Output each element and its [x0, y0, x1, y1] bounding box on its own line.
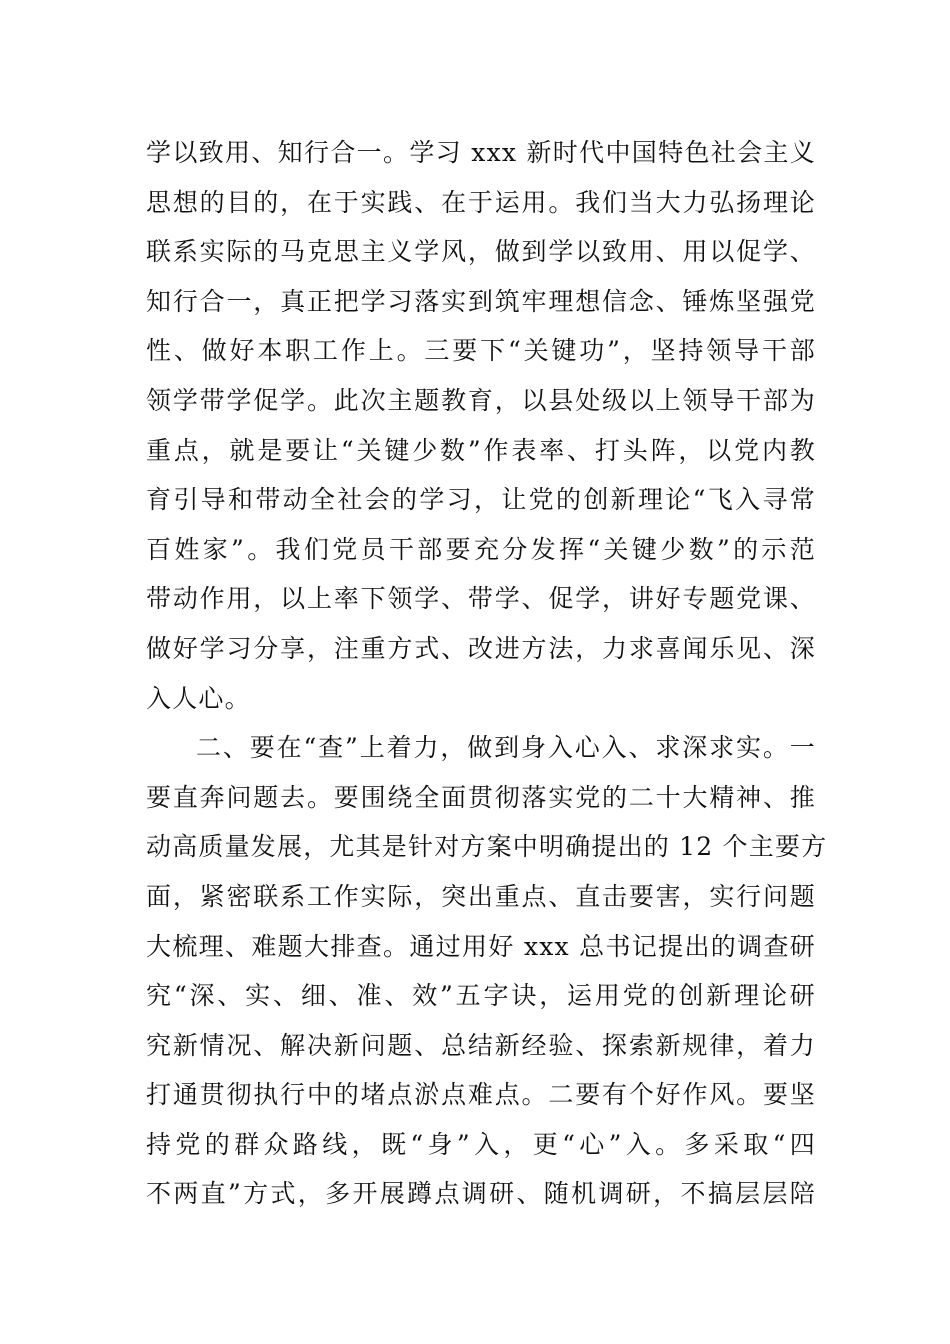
document-body: [146, 128, 828, 1219]
text-line: 打通贯彻执行中的堵点淤点难点。二要有个好作风。要坚: [146, 1080, 816, 1110]
text-line: 联系实际的马克思主义学风，做到学以致用、用以促学、: [146, 237, 816, 267]
text-line: 育引导和带动全社会的学习，让党的创新理论“飞入寻常: [146, 485, 816, 515]
text-line: 究“深、实、细、准、效”五字诀，运用党的创新理论研: [146, 981, 816, 1011]
text-line: 面，紧密联系工作实际，突出重点、直击要害，实行问题: [146, 881, 816, 911]
text-line: 动高质量发展，尤其是针对方案中明确提出的 12 个主要方: [146, 832, 828, 862]
text-line: 领学带学促学。此次主题教育，以县处级以上领导干部为: [146, 385, 816, 415]
text-line: 知行合一，真正把学习落实到筑牢理想信念、锤炼坚强党: [146, 286, 816, 316]
text-line: 重点，就是要让“关键少数”作表率、打头阵，以党内教: [146, 435, 816, 465]
text-line: 思想的目的，在于实践、在于运用。我们当大力弘扬理论: [146, 187, 816, 217]
text-line: 大梳理、难题大排查。通过用好 xxx 总书记提出的调查研: [146, 931, 816, 961]
text-line: 百姓家”。我们党员干部要充分发挥“关键少数”的示范: [146, 534, 816, 564]
text-line: 做好学习分享，注重方式、改进方法，力求喜闻乐见、深: [146, 633, 816, 663]
paragraph-first-line: 二、要在“查”上着力，做到身入心入、求深求实。一: [196, 733, 816, 763]
text-line: 持党的群众路线，既“身”入，更“心”入。多采取“四: [146, 1129, 816, 1159]
text-line: 性、做好本职工作上。三要下“关键功”，坚持领导干部: [146, 336, 816, 366]
text-line: 要直奔问题去。要围绕全面贯彻落实党的二十大精神、推: [146, 782, 816, 812]
text-line: 不两直”方式，多开展蹲点调研、随机调研，不搞层层陪: [146, 1179, 816, 1209]
text-line: 入人心。: [146, 683, 251, 713]
text-line: 带动作用，以上率下领学、带学、促学，讲好专题党课、: [146, 584, 816, 614]
text-line: 学以致用、知行合一。学习 xxx 新时代中国特色社会主义: [146, 138, 816, 167]
text-line: 究新情况、解决新问题、总结新经验、探索新规律，着力: [146, 1030, 816, 1060]
